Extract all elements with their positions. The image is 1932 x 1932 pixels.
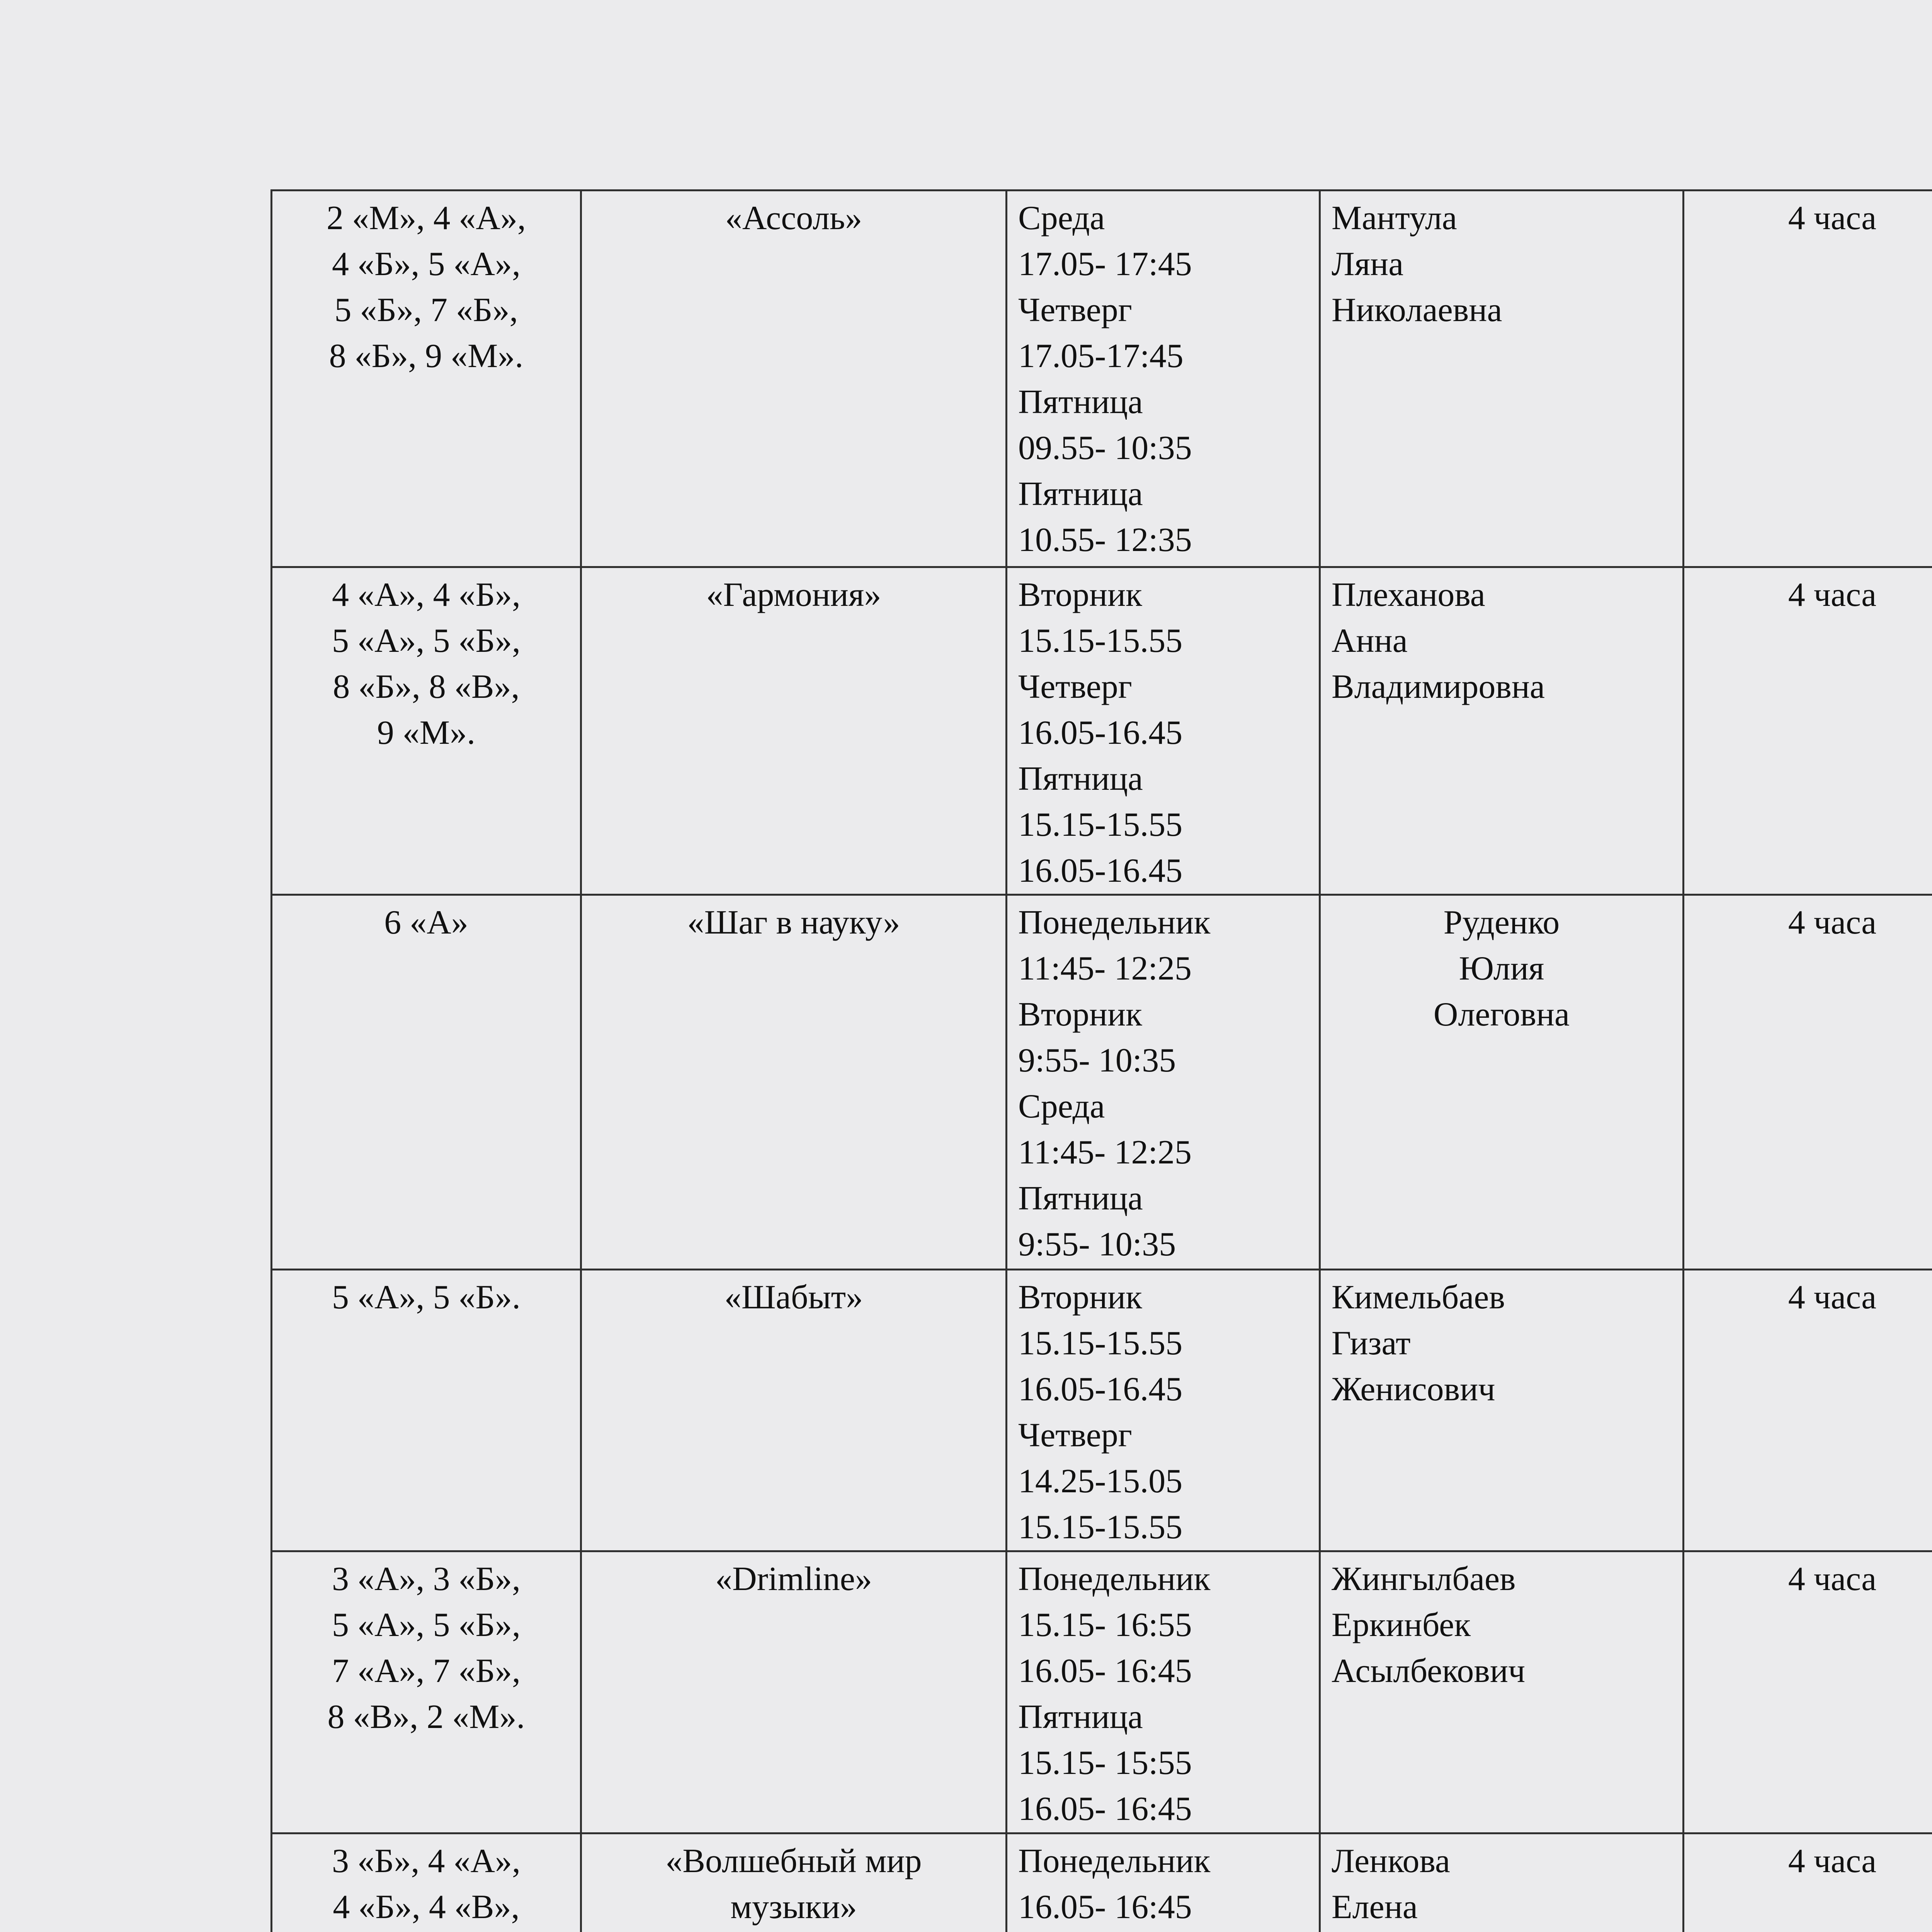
schedule-line: Вторник [1018,996,1142,1033]
table-row [272,190,1932,567]
schedule-line: Среда [1018,1088,1105,1125]
club-schedule-table [270,189,1932,1932]
schedule-line [1018,1930,1308,1932]
schedule-cell [1007,1833,1320,1932]
club-name-cell [581,567,1007,895]
schedule-cell [1007,1551,1320,1833]
classes-cell [272,1833,581,1932]
schedule-cell [1007,1270,1320,1551]
teacher-line: Руденко [1443,904,1560,941]
schedule-line: 14.25-15.05 [1018,1463,1183,1500]
schedule-line: Четверг [1018,291,1132,329]
classes-line: 5 «А», 5 «Б», [332,622,521,660]
club-name-line: «Drimline» [715,1560,872,1598]
classes-line: 3 «Б», 4 «А», [332,1842,521,1880]
schedule-line: Пятница [1018,1180,1143,1217]
teacher-cell [1320,190,1684,567]
club-name-cell [581,1833,1007,1932]
teacher-line: Асылбекович [1332,1652,1526,1690]
teacher-line: Владимировна [1332,668,1545,706]
hours-value: 4 часа [1788,1279,1877,1316]
schedule-line: 15.15-15.55 [1018,1325,1183,1362]
hours-value: 4 часа [1788,1560,1877,1598]
table-row [272,895,1932,1270]
schedule-line: 15.15-15.55 [1018,1509,1183,1546]
classes-line: 9 «М». [377,714,476,752]
schedule-line: 9:55- 10:35 [1018,1226,1176,1263]
hours-value: 4 часа [1788,199,1877,237]
hours-cell [1684,895,1932,1270]
classes-line: 6 «А» [384,904,468,941]
teacher-line [1332,1930,1672,1932]
schedule-line: 15.15-15.55 [1018,622,1183,660]
teacher-cell [1320,895,1684,1270]
schedule-line: Среда [1018,199,1105,237]
club-name-cell [581,1551,1007,1833]
schedule-line: 11:45- 12:25 [1018,950,1192,987]
classes-line: 4 «А», 4 «Б», [332,576,521,614]
schedule-line: Четверг [1018,668,1132,706]
hours-cell [1684,567,1932,895]
teacher-line: Гизат [1332,1325,1411,1362]
schedule-line: 9:55- 10:35 [1018,1042,1176,1079]
club-name-line: «Ассоль» [725,199,862,237]
club-name-line: «Шаг в науку» [687,904,900,941]
club-name-cell [581,190,1007,567]
schedule-line: 10.55- 12:35 [1018,521,1192,559]
teacher-line: Олеговна [1433,996,1570,1033]
classes-line: 3 «А», 3 «Б», [332,1560,521,1598]
schedule-line: Понедельник [1018,1842,1211,1880]
classes-line: 4 «Б», 4 «В», [333,1888,520,1926]
schedule-line: 17.05-17:45 [1018,337,1184,375]
classes-line: 2 «М», 4 «А», [327,199,526,237]
teacher-line: Мантула [1332,199,1457,237]
table-row [272,1270,1932,1551]
teacher-cell [1320,1551,1684,1833]
schedule-line: Понедельник [1018,1560,1211,1598]
schedule-cell [1007,567,1320,895]
teacher-cell [1320,567,1684,895]
hours-cell [1684,1551,1932,1833]
classes-cell [272,1270,581,1551]
classes-line: 5 «Б», 7 «Б», [334,291,518,329]
classes-line [283,1930,569,1932]
schedule-line: 09.55- 10:35 [1018,429,1192,467]
classes-line: 5 «А», 5 «Б», [332,1606,521,1644]
classes-line: 5 «А», 5 «Б». [332,1279,521,1316]
schedule-line: 16.05- 16:45 [1018,1790,1192,1828]
hours-value: 4 часа [1788,1842,1877,1880]
teacher-line: Елена [1332,1888,1418,1926]
schedule-line: Пятница [1018,475,1143,513]
schedule-line: 15.15-15.55 [1018,806,1183,844]
teacher-line: Анна [1332,622,1408,660]
teacher-line: Ляна [1332,245,1404,283]
teacher-line: Плеханова [1332,576,1485,614]
classes-line: 7 «А», 7 «Б», [332,1652,521,1690]
classes-line: 8 «Б», 9 «М». [329,337,524,375]
schedule-line: 16.05-16.45 [1018,714,1183,752]
schedule-cell [1007,895,1320,1270]
table-row [272,567,1932,895]
teacher-line: Кимельбаев [1332,1279,1505,1316]
hours-value: 4 часа [1788,576,1877,614]
classes-cell [272,567,581,895]
teacher-cell [1320,1270,1684,1551]
schedule-line: 16.05-16.45 [1018,852,1183,889]
teacher-line: Ленкова [1332,1842,1450,1880]
club-name-line: «Шабыт» [724,1279,863,1316]
table-body [272,190,1932,1932]
teacher-line: Юлия [1459,950,1544,987]
schedule-line: 16.05-16.45 [1018,1371,1183,1408]
club-name-line: «Волшебный мир [665,1842,922,1880]
teacher-line: Жингылбаев [1332,1560,1516,1598]
classes-cell [272,190,581,567]
schedule-line: Понедельник [1018,904,1211,941]
schedule-line: 15.15- 16:55 [1018,1606,1192,1644]
schedule-line: 17.05- 17:45 [1018,245,1192,283]
classes-cell [272,1551,581,1833]
classes-cell [272,895,581,1270]
table-row [272,1551,1932,1833]
teacher-cell [1320,1833,1684,1932]
classes-line: 4 «Б», 5 «А», [332,245,521,283]
teacher-line: Николаевна [1332,291,1502,329]
hours-cell [1684,1270,1932,1551]
hours-cell [1684,190,1932,567]
teacher-line: Женисович [1332,1371,1495,1408]
hours-cell [1684,1833,1932,1932]
schedule-line: Вторник [1018,576,1142,614]
schedule-line: 16.05- 16:45 [1018,1888,1192,1926]
schedule-line: Четверг [1018,1417,1132,1454]
schedule-line: Пятница [1018,1698,1143,1736]
schedule-line: Вторник [1018,1279,1142,1316]
schedule-line: Пятница [1018,760,1143,798]
schedule-line: 11:45- 12:25 [1018,1134,1192,1171]
table-row [272,1833,1932,1932]
schedule-line: 16.05- 16:45 [1018,1652,1192,1690]
schedule-line: Пятница [1018,383,1143,421]
club-name-cell [581,895,1007,1270]
teacher-line: Еркинбек [1332,1606,1471,1644]
schedule-cell [1007,190,1320,567]
classes-line: 8 «Б», 8 «В», [333,668,520,706]
schedule-line: 15.15- 15:55 [1018,1744,1192,1782]
club-name-line: музыки» [730,1888,857,1926]
club-name-line: «Гармония» [706,576,881,614]
classes-line: 8 «В», 2 «М». [327,1698,525,1736]
hours-value: 4 часа [1788,904,1877,941]
club-name-cell [581,1270,1007,1551]
